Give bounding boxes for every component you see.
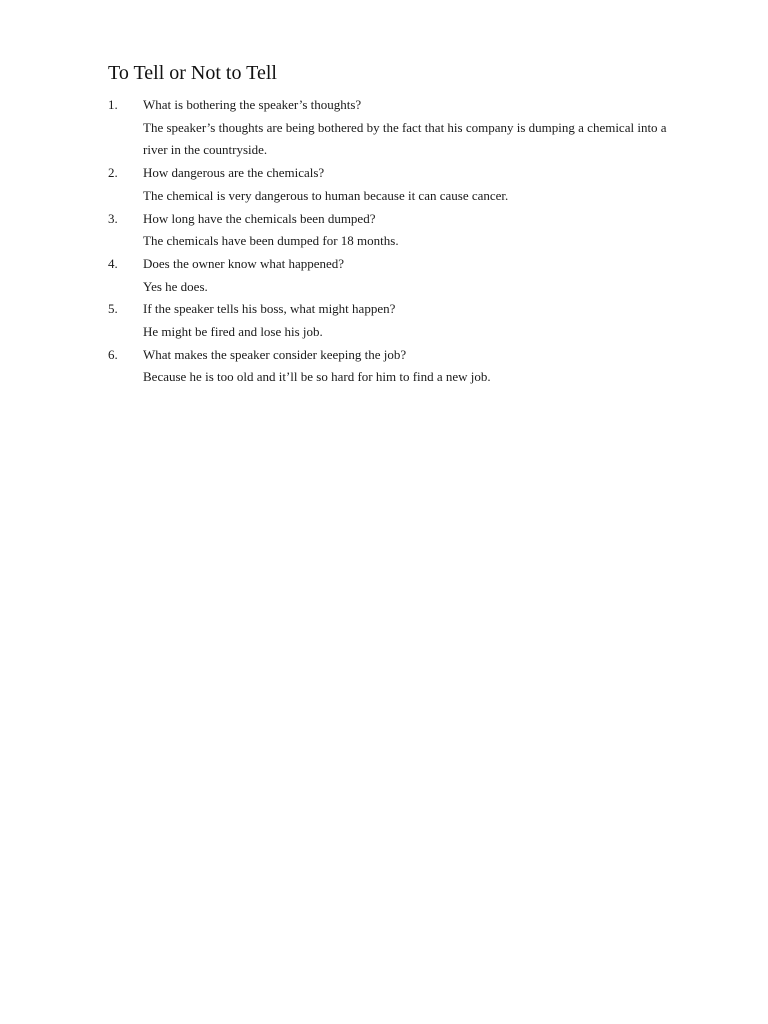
question-text: How dangerous are the chemicals?	[143, 165, 325, 181]
item-number: 3.	[108, 210, 118, 226]
answer-text: The speaker’s thoughts are being bothered by the fact that his company is dumping a chemical into a river in the countryside.	[143, 119, 667, 158]
answer-text: Because he is too old and it’ll be so hard for him to find a new job.	[143, 369, 491, 385]
answer-text: Yes he does.	[143, 278, 208, 294]
document-page	[108, 60, 688, 389]
answer-text: The chemicals have been dumped for 18 months.	[143, 233, 399, 249]
question-text: If the speaker tells his boss, what might happen?	[143, 301, 396, 317]
question-text: How long have the chemicals been dumped?	[143, 210, 376, 226]
document-title: To Tell or Not to Tell	[108, 62, 277, 84]
item-number: 4.	[108, 255, 118, 271]
list-item	[108, 208, 688, 253]
answer-text: He might be fired and lose his job.	[143, 324, 323, 340]
list-item	[108, 298, 688, 343]
question-text: What is bothering the speaker’s thoughts?	[143, 97, 362, 112]
list-item	[108, 94, 688, 162]
list-item	[108, 253, 688, 298]
list-item	[108, 344, 688, 389]
item-number: 5.	[108, 301, 118, 317]
item-number: 1.	[108, 97, 118, 112]
question-text: Does the owner know what happened?	[143, 255, 345, 271]
question-list	[108, 94, 688, 389]
question-text: What makes the speaker consider keeping the job?	[143, 346, 407, 362]
list-item	[108, 162, 688, 207]
item-number: 6.	[108, 346, 118, 362]
answer-text: The chemical is very dangerous to human because it can cause cancer.	[143, 187, 509, 203]
item-number: 2.	[108, 165, 118, 181]
